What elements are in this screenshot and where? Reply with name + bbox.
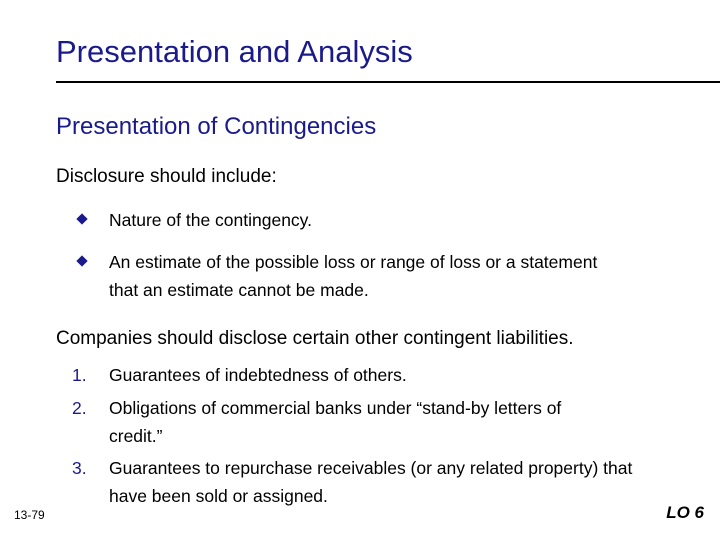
bullet-text: An estimate of the possible loss or range of loss or a statement that an estimate cannot be made.	[109, 252, 598, 300]
bullet-item	[72, 206, 649, 234]
slide-number: 13-79	[14, 508, 45, 522]
item-number: 1.	[72, 365, 87, 385]
companies-text: Companies should disclose certain other contingent liabilities.	[56, 328, 574, 349]
numbered-text: Guarantees to repurchase receivables (or any related property) that have been sold or assigned.	[109, 458, 633, 506]
numbered-text: Guarantees of indebtedness of others.	[109, 365, 407, 385]
learning-objective-label: LO 6	[666, 503, 704, 522]
intro-text: Disclosure should include:	[56, 166, 277, 187]
numbered-item	[72, 454, 649, 510]
bullet-item	[72, 248, 609, 304]
bullet-text: Nature of the contingency.	[109, 210, 312, 230]
title-divider	[56, 81, 720, 83]
item-number: 3.	[72, 458, 87, 478]
numbered-item	[72, 394, 609, 450]
section-heading: Presentation of Contingencies	[56, 113, 377, 140]
numbered-item	[72, 361, 649, 389]
item-number: 2.	[72, 398, 87, 418]
numbered-text: Obligations of commercial banks under “stand-by letters of credit.”	[109, 398, 562, 446]
slide-title: Presentation and Analysis	[56, 34, 413, 69]
